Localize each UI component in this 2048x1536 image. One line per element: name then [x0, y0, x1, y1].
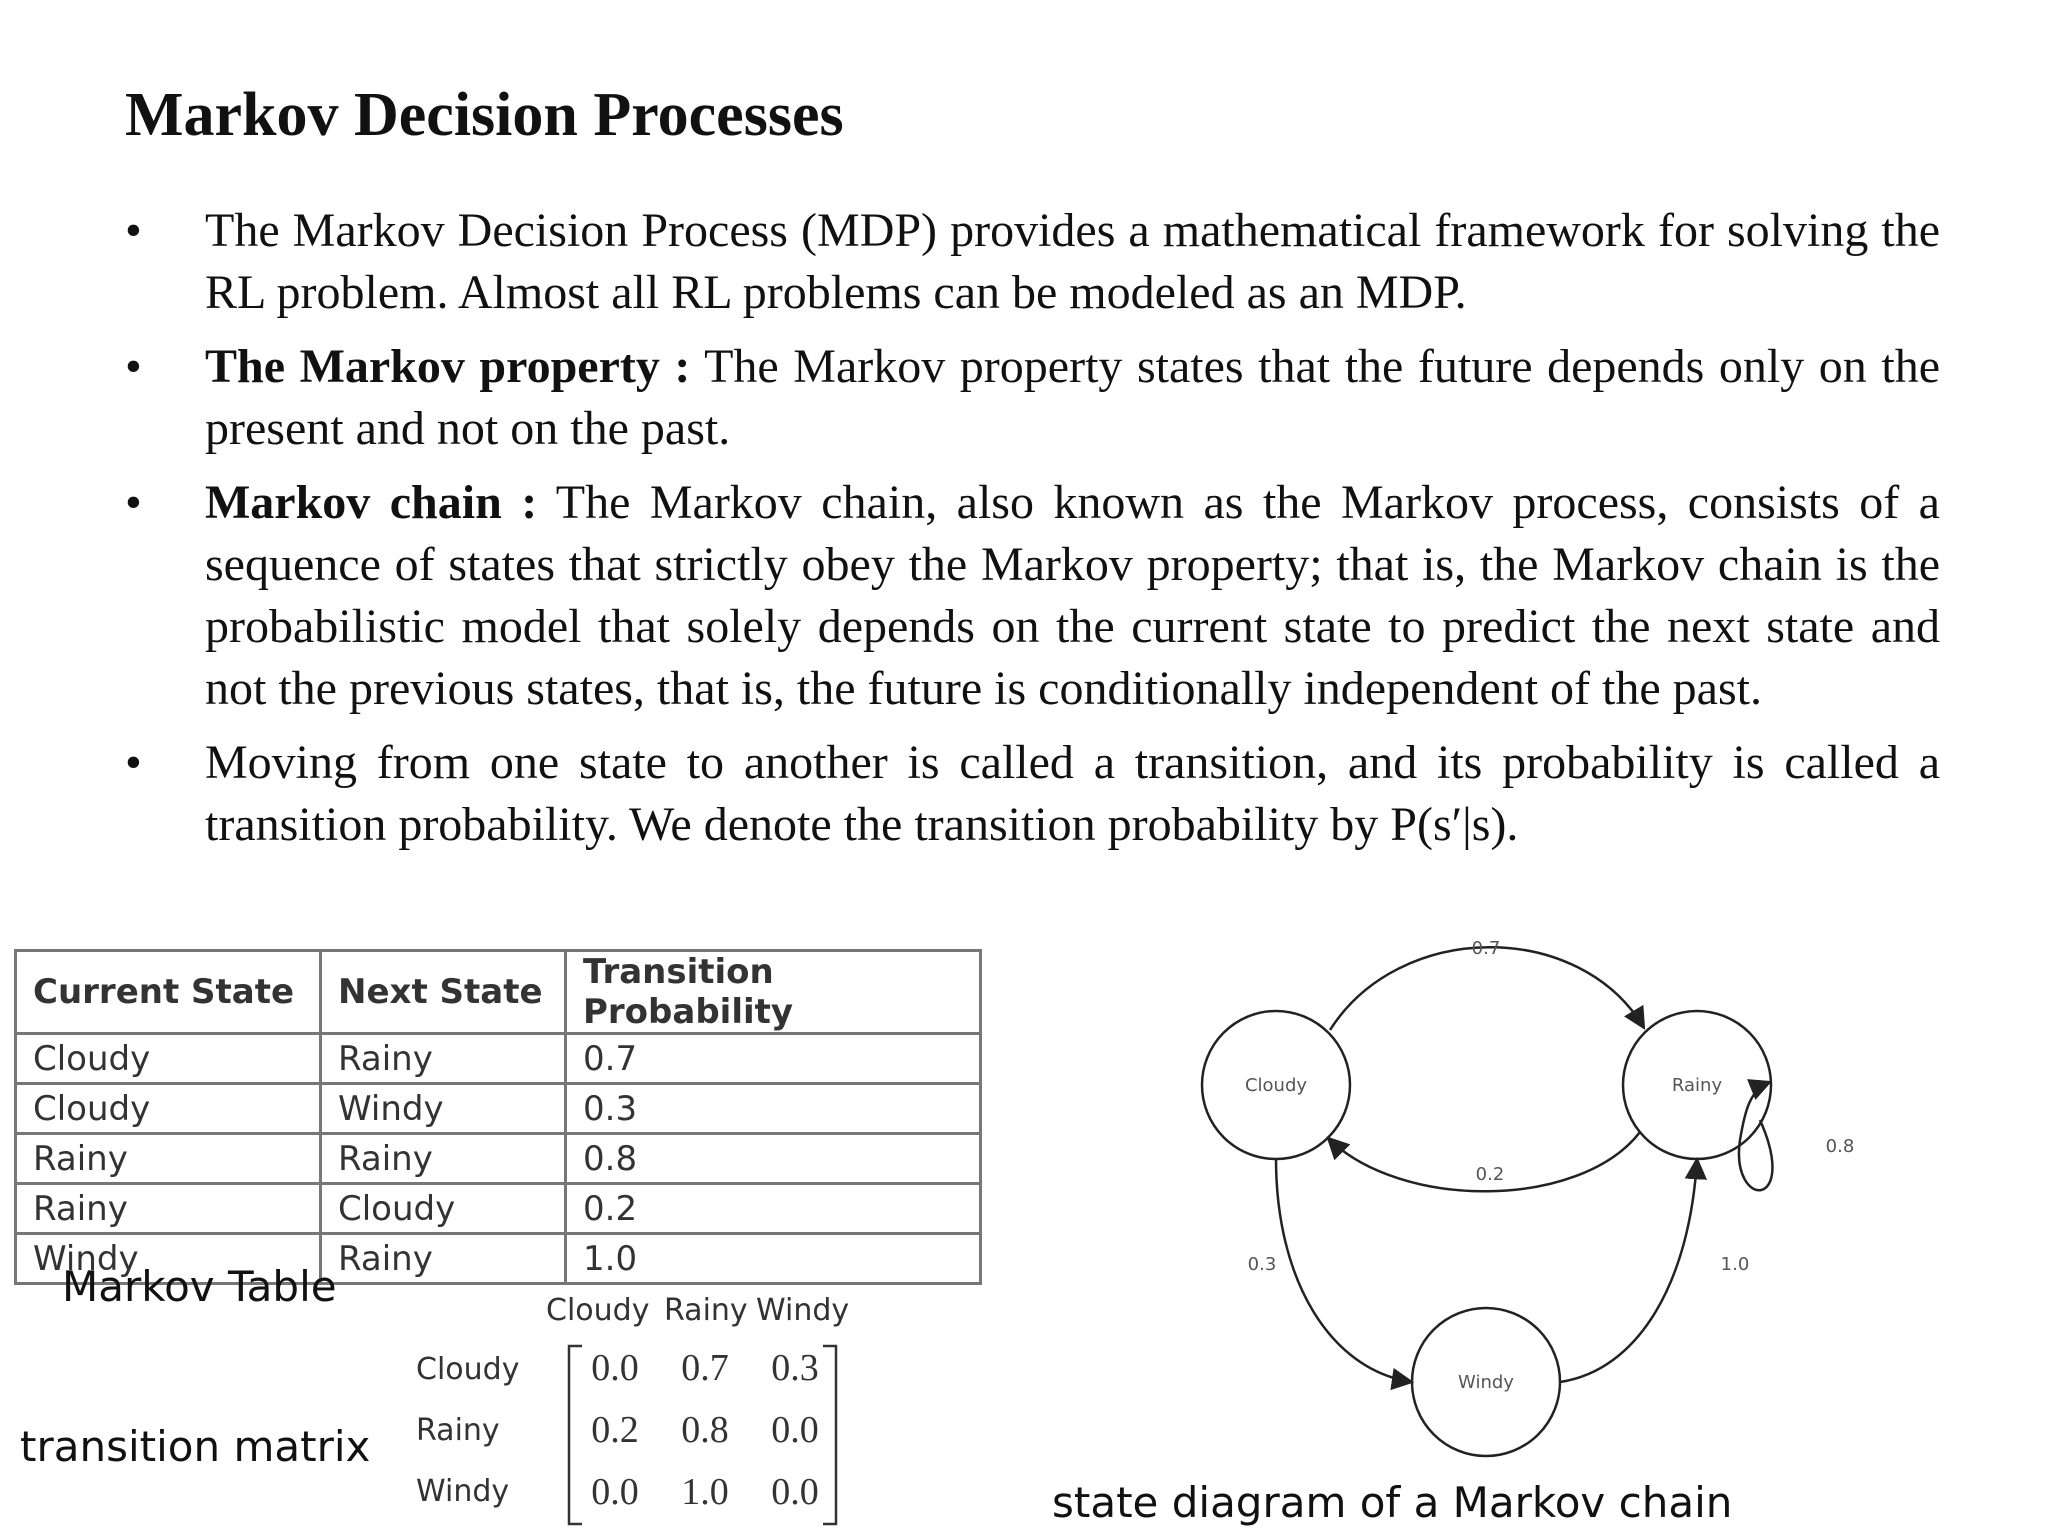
- matrix-cell: 0.0: [591, 1471, 639, 1513]
- bullet-dot: •: [125, 204, 142, 257]
- edge-label: 0.2: [1475, 1164, 1505, 1185]
- state-diagram-caption: state diagram of a Markov chain: [1052, 1478, 1733, 1527]
- matrix-cell: 0.7: [681, 1347, 729, 1389]
- table-cell: 0.3: [566, 1084, 981, 1134]
- state-label-cloudy: Cloudy: [1244, 1075, 1308, 1096]
- table-header-row: [16, 951, 981, 1034]
- edge-label: 0.8: [1825, 1136, 1855, 1157]
- edge-cloudy-rainy: [1330, 947, 1644, 1030]
- table-cell: 0.7: [566, 1034, 981, 1084]
- transition-matrix-caption: transition matrix: [20, 1422, 371, 1471]
- table-cell: Cloudy: [16, 1034, 321, 1084]
- table-header: Transition Probability: [566, 951, 981, 1034]
- table-cell: Cloudy: [321, 1184, 566, 1234]
- bullet-item: [125, 200, 1940, 324]
- edge-label: 1.0: [1720, 1254, 1750, 1275]
- state-diagram: [1160, 920, 1880, 1480]
- bullet-list: [125, 200, 1940, 868]
- matrix-cell: 1.0: [681, 1471, 729, 1513]
- bullet-item: [125, 732, 1940, 856]
- table-cell: 0.2: [566, 1184, 981, 1234]
- matrix-cell: 0.0: [591, 1347, 639, 1389]
- bullet-text: The Markov property states that the future depends only on the present and not on the past.: [205, 340, 1941, 455]
- markov-table-caption: Markov Table: [62, 1262, 337, 1311]
- table-cell: Cloudy: [16, 1084, 321, 1134]
- table-row: [16, 1184, 981, 1234]
- table-cell: Windy: [16, 1234, 321, 1284]
- bullet-term: The Markov property :: [205, 340, 691, 393]
- state-label-windy: Windy: [1458, 1372, 1514, 1393]
- table-cell: Windy: [321, 1084, 566, 1134]
- table-cell: Rainy: [321, 1234, 566, 1284]
- table-cell: 1.0: [566, 1234, 981, 1284]
- matrix-row-label: Rainy: [416, 1413, 500, 1448]
- table-header: Next State: [321, 951, 566, 1034]
- matrix-cell: 0.2: [591, 1409, 639, 1451]
- table-cell: Rainy: [321, 1134, 566, 1184]
- matrix-row-label: Windy: [416, 1474, 510, 1509]
- matrix-row-label: Cloudy: [416, 1352, 520, 1387]
- bullet-dot: •: [125, 340, 142, 393]
- matrix-col-label: Cloudy: [546, 1293, 650, 1328]
- matrix-col-label: Rainy: [664, 1293, 748, 1328]
- page-title: Markov Decision Processes: [125, 81, 844, 149]
- table-row: [16, 1034, 981, 1084]
- table-row: [16, 1134, 981, 1184]
- table-cell: Rainy: [321, 1034, 566, 1084]
- bullet-text: The Markov chain, also known as the Markov process, consists of a sequence of states that strictly obey the Markov property; that is, the Markov chain is the probabilistic model that solely depends on the current state to predict the next state and not the previous states, that is, the future is conditionally independent of the past.: [205, 476, 1940, 715]
- state-label-rainy: Rainy: [1671, 1075, 1723, 1096]
- table-cell: Rainy: [16, 1184, 321, 1234]
- table-cell: Rainy: [16, 1134, 321, 1184]
- table-row: [16, 1084, 981, 1134]
- edge-windy-rainy: [1560, 1159, 1697, 1382]
- bullet-item: [125, 472, 1940, 720]
- markov-table: [14, 949, 982, 1285]
- bullet-dot: •: [125, 736, 142, 789]
- bullet-item: [125, 336, 1940, 460]
- matrix-cell: 0.0: [771, 1471, 819, 1513]
- edge-cloudy-windy: [1276, 1159, 1412, 1382]
- matrix-col-label: Windy: [756, 1293, 850, 1328]
- edge-label: 0.7: [1471, 938, 1501, 959]
- bullet-term: Markov chain :: [205, 476, 538, 529]
- table-header: Current State: [16, 951, 321, 1034]
- edge-label: 0.3: [1247, 1254, 1277, 1275]
- matrix-cell: 0.8: [681, 1409, 729, 1451]
- bullet-dot: •: [125, 476, 142, 529]
- bullet-text: Moving from one state to another is called a transition, and its probability is called a transition probability. We denote the transition probability by P(s′|s).: [205, 736, 1940, 851]
- bullet-text: The Markov Decision Process (MDP) provides a mathematical framework for solving the RL problem. Almost all RL problems can be modeled as an MDP.: [205, 204, 1940, 319]
- table-cell: 0.8: [566, 1134, 981, 1184]
- matrix-cell: 0.3: [771, 1347, 819, 1389]
- matrix-cell: 0.0: [771, 1409, 819, 1451]
